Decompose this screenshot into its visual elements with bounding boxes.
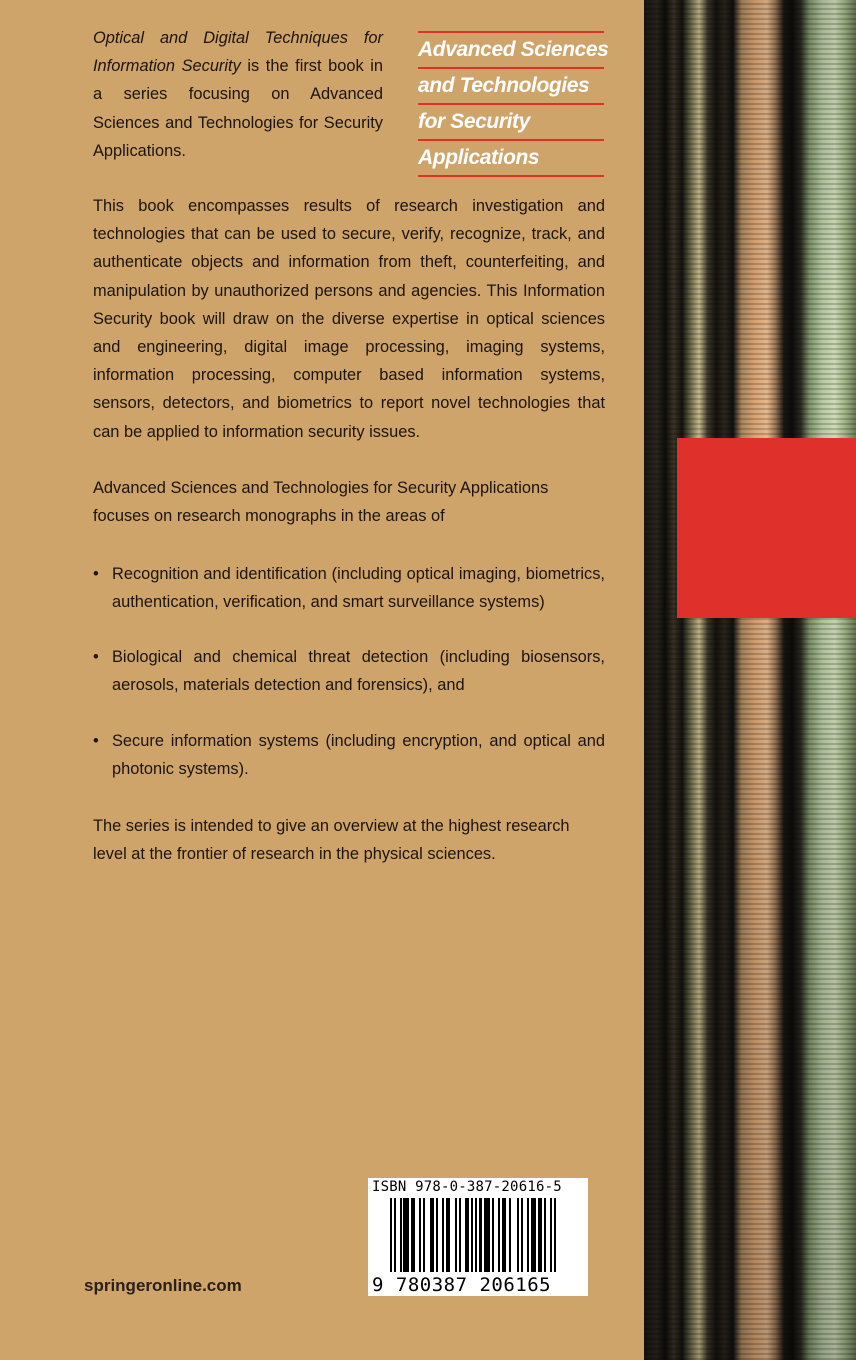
series-title-box: [418, 31, 609, 177]
publisher-website: springeronline.com: [84, 1276, 242, 1295]
series-overview-paragraph: The series is intended to give an overview at the highest research level at the frontier of research in the physical sciences.: [93, 817, 570, 864]
cover-photo-strip: [644, 0, 856, 1360]
isbn-label: ISBN 978-0-387-20616-5: [372, 1179, 562, 1195]
bullet-icon: •: [93, 565, 99, 583]
series-title-line-4: Applications: [418, 146, 540, 169]
series-title-line-3: for Security: [418, 110, 530, 133]
series-focus-paragraph: Advanced Sciences and Technologies for Security Applications focuses on research monographs in the areas of: [93, 479, 549, 526]
red-accent-block: [677, 438, 856, 618]
series-rule: [418, 175, 604, 177]
book-title: Optical and Digital Techniques for Information Security: [93, 29, 383, 76]
list-item-text: Recognition and identification (including optical imaging, biometrics, authentication, verification, and smart surveillance systems): [112, 565, 605, 612]
series-title-line-1: Advanced Sciences: [418, 38, 609, 61]
barcode-gap: [556, 1198, 558, 1272]
barcode-bars: [390, 1198, 558, 1272]
list-item-text: Biological and chemical threat detection (including biosensors, aerosols, materials detection and forensics), and: [112, 648, 605, 695]
intro-paragraph: [93, 24, 383, 165]
list-item-text: Secure information systems (including encryption, and optical and photonic systems).: [112, 732, 605, 779]
ean-digits: 9 780387 206165: [372, 1274, 552, 1296]
series-title-line-2: and Technologies: [418, 74, 590, 97]
isbn-barcode: [368, 1178, 588, 1296]
description-text: This book encompasses results of research investigation and technologies that can be used to secure, verify, recognize, track, and authenticate objects and information from theft, counterfeiting, and manipulation by unauthorized persons and agencies. This Information Security book will draw on the diverse expertise in optical sciences and engineering, digital image processing, imaging systems, information processing, computer based information systems, sensors, detectors, and biometrics to report novel technologies that can be applied to information security issues.: [93, 197, 605, 441]
bullet-icon: •: [93, 732, 99, 750]
description-paragraph: [93, 192, 605, 446]
intro-text: is the first book in a series focusing on Advanced Sciences and Technologies for Security Applications.: [93, 57, 383, 160]
bullet-icon: •: [93, 648, 99, 666]
